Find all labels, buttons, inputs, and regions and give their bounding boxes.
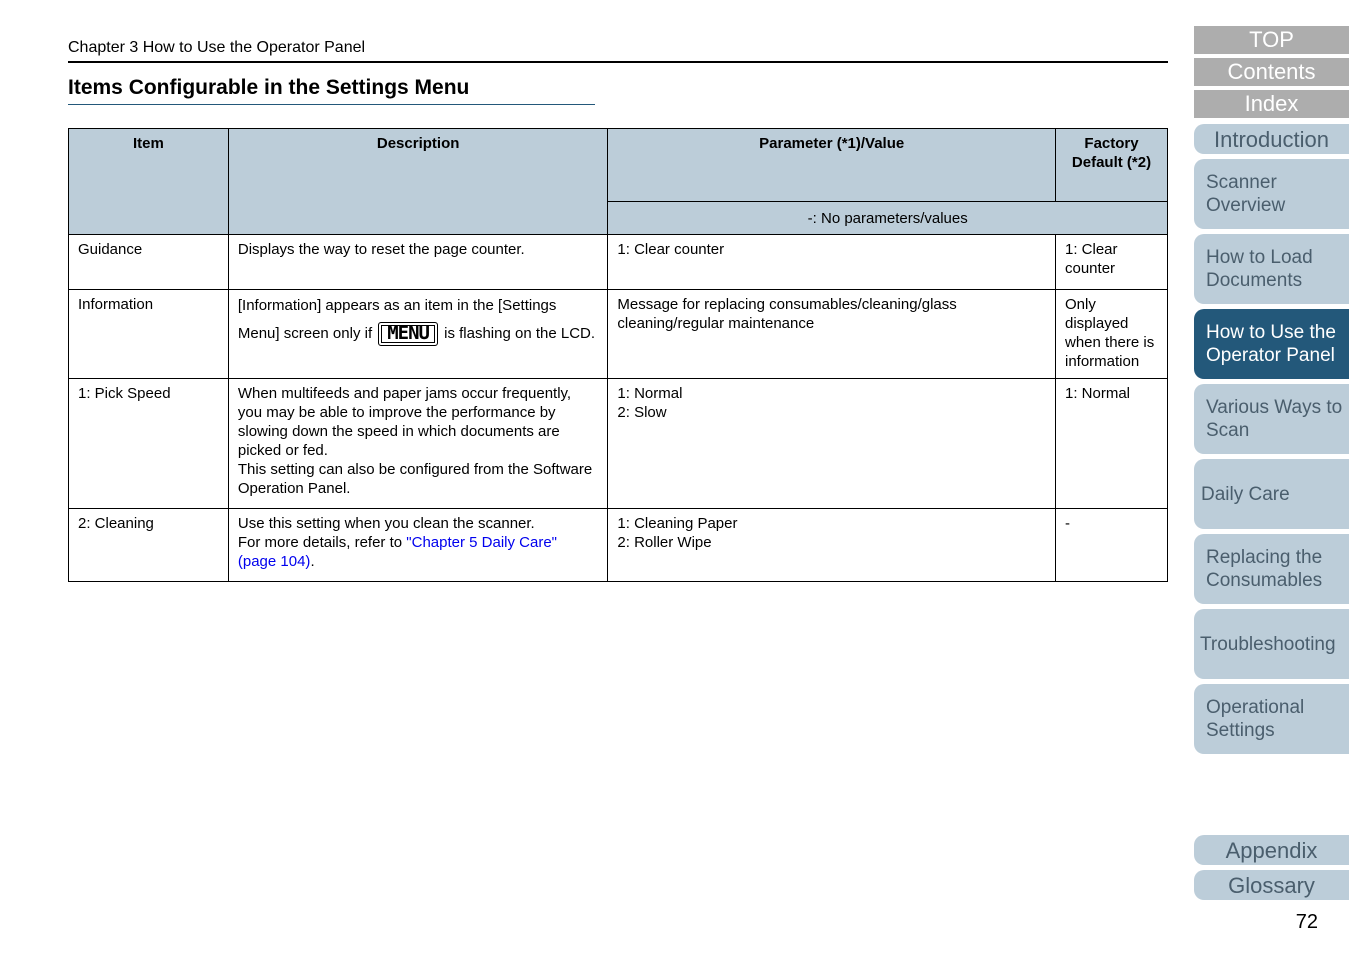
- parameter-option: 2: Slow: [617, 404, 667, 421]
- chapter-heading: Chapter 3 How to Use the Operator Panel: [68, 39, 366, 56]
- cell-description: [228, 379, 608, 509]
- cell-parameter: 1: Clear counter: [608, 235, 1056, 290]
- tab-how-to-load-documents[interactable]: [1194, 234, 1349, 304]
- cell-parameter: [608, 509, 1056, 582]
- header-description: Description: [228, 129, 608, 235]
- tab-appendix[interactable]: Appendix: [1194, 835, 1349, 865]
- header-parameter: Parameter (*1)/Value: [608, 129, 1056, 202]
- tab-introduction[interactable]: Introduction: [1194, 124, 1349, 154]
- tab-label: Scan: [1206, 420, 1250, 441]
- tab-scanner-overview[interactable]: [1194, 159, 1349, 229]
- table-header-row: [69, 129, 1168, 202]
- tab-label: Settings: [1206, 720, 1275, 741]
- menu-icon: MENU: [378, 322, 438, 346]
- tab-label: Various Ways to: [1206, 397, 1343, 418]
- cell-item: Information: [69, 290, 229, 379]
- tab-label: Overview: [1206, 195, 1286, 216]
- nav-index-button[interactable]: Index: [1194, 90, 1349, 118]
- page-title: Items Configurable in the Settings Menu: [68, 76, 470, 99]
- title-underline: [68, 104, 595, 105]
- tab-daily-care[interactable]: [1194, 459, 1349, 529]
- cell-description: [228, 509, 608, 582]
- description-text: This setting can also be configured from the Software Operation Panel.: [237, 461, 593, 497]
- table-row: [69, 509, 1168, 582]
- cell-parameter: [608, 379, 1056, 509]
- tab-label: Replacing the: [1206, 547, 1323, 568]
- tab-label: How to Use the: [1206, 322, 1336, 343]
- tab-replacing-consumables[interactable]: [1194, 534, 1349, 604]
- header-parameter-note: -: No parameters/values: [608, 202, 1168, 235]
- page-number: 72: [1295, 911, 1318, 933]
- cell-default: Only displayed when there is information: [1056, 290, 1168, 379]
- tab-how-to-use-operator-panel[interactable]: [1194, 309, 1349, 379]
- tab-label: Troubleshooting: [1200, 633, 1336, 655]
- description-prefix: For more details, refer to: [237, 534, 407, 551]
- tab-label: Operational: [1206, 697, 1305, 718]
- settings-table: [68, 128, 1168, 582]
- tab-troubleshooting[interactable]: [1194, 609, 1349, 679]
- table-row: [69, 235, 1168, 290]
- parameter-option: 1: Cleaning Paper: [617, 515, 738, 532]
- daily-care-link[interactable]: "Chapter 5 Daily Care" (page 104): [237, 534, 557, 570]
- tab-label: Scanner: [1206, 172, 1277, 193]
- tab-label: Consumables: [1206, 570, 1323, 591]
- nav-contents-button[interactable]: Contents: [1194, 58, 1349, 86]
- description-text: When multifeeds and paper jams occur frequently, you may be able to improve the performance by slowing down the speed in which documents are picked or fed.: [237, 385, 572, 459]
- cell-default: 1: Normal: [1056, 379, 1168, 509]
- chapter-divider: [68, 61, 1168, 63]
- description-text: [238, 533, 599, 571]
- table-row: [69, 290, 1168, 379]
- header-factory-default: Factory Default (*2): [1056, 129, 1168, 202]
- tab-label: Documents: [1206, 270, 1303, 291]
- tab-glossary[interactable]: Glossary: [1194, 870, 1349, 900]
- tab-label: How to Load: [1206, 247, 1313, 268]
- description-text: is flashing on the LCD.: [444, 325, 596, 342]
- tab-label: Operator Panel: [1206, 345, 1335, 366]
- cell-parameter: Message for replacing consumables/cleaning/glass cleaning/regular maintenance: [608, 290, 1056, 379]
- cell-item: Guidance: [69, 235, 229, 290]
- cell-item: 2: Cleaning: [69, 509, 229, 582]
- nav-top-button[interactable]: TOP: [1194, 26, 1349, 54]
- parameter-option: 1: Normal: [617, 385, 683, 402]
- header-item: Item: [69, 129, 229, 235]
- tab-various-ways-to-scan[interactable]: [1194, 384, 1349, 454]
- tab-label: Daily Care: [1201, 483, 1290, 505]
- description-text: Use this setting when you clean the scanner.: [237, 515, 535, 532]
- description-suffix: .: [310, 553, 315, 570]
- cell-description: [228, 290, 608, 379]
- cell-item: 1: Pick Speed: [69, 379, 229, 509]
- table-row: [69, 379, 1168, 509]
- cell-description: Displays the way to reset the page counter.: [228, 235, 608, 290]
- tab-operational-settings[interactable]: [1194, 684, 1349, 754]
- cell-default: 1: Clear counter: [1056, 235, 1168, 290]
- description-text: [Information] appears as an item in the [Settings Menu] screen only if: [237, 297, 557, 342]
- cell-default: -: [1056, 509, 1168, 582]
- parameter-option: 2: Roller Wipe: [617, 534, 712, 551]
